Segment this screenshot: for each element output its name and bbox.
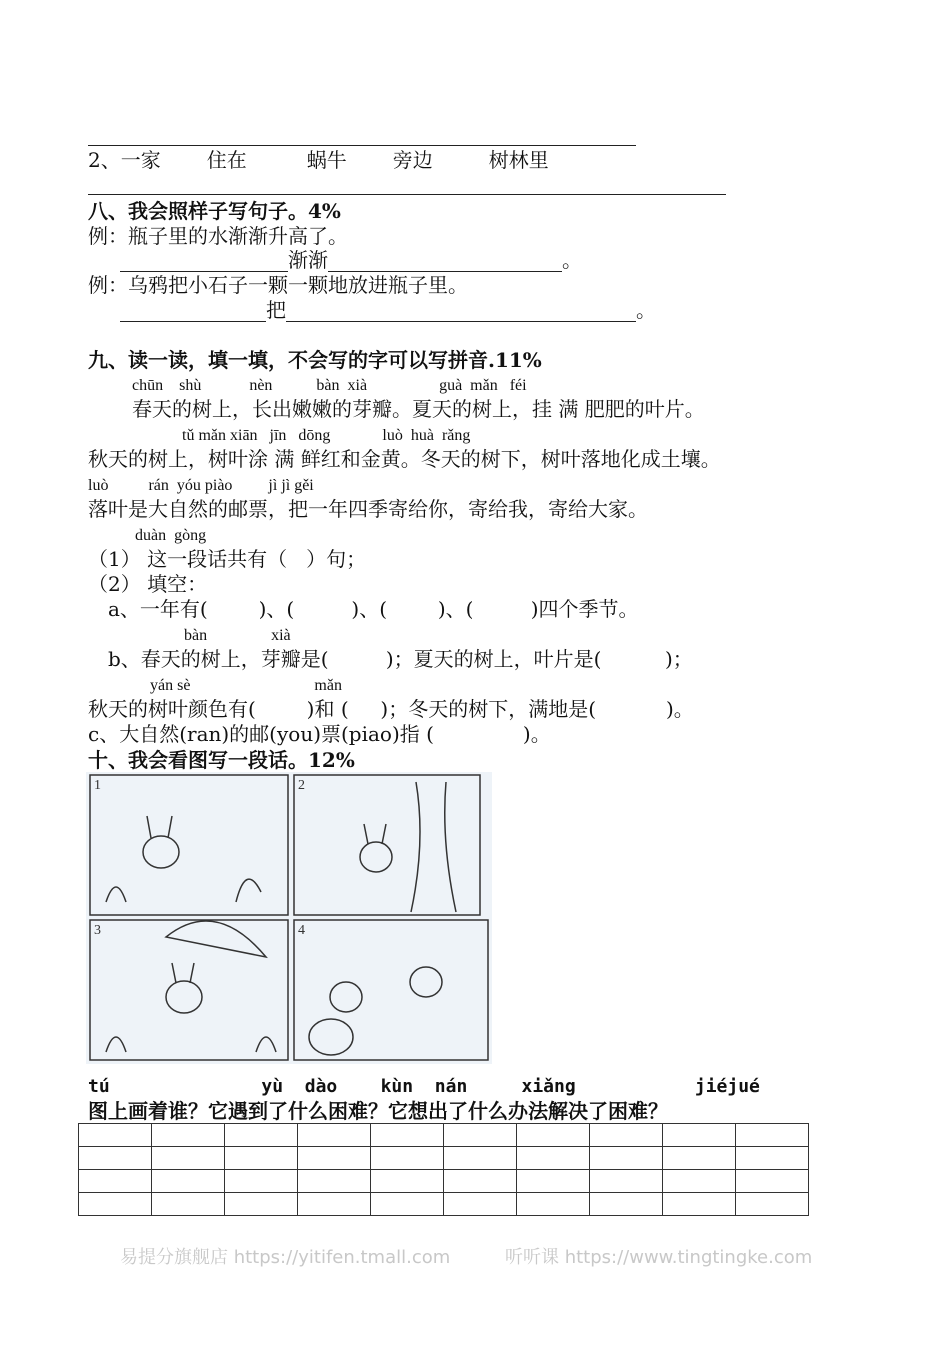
word: 旁边 xyxy=(392,148,433,172)
section-9-heading: 九、读一读，填一填，不会写的字可以写拼音.11% xyxy=(88,348,542,372)
question-c: c、大自然(ran)的邮(you)票(piao)指 ( )。 xyxy=(88,722,551,746)
grid-cell[interactable] xyxy=(152,1147,225,1170)
pinyin-line: tú yù dào kùn nán xiǎng jiéjué xyxy=(88,1076,760,1097)
question-b: b、春天的树上，芽瓣是( )；夏天的树上，叶片是( )； xyxy=(108,647,693,671)
panel-number: 3 xyxy=(94,923,101,938)
grid-cell[interactable] xyxy=(225,1147,298,1170)
pinyin-line: bàn xià xyxy=(184,627,291,644)
section-10-heading: 十、我会看图写一段话。12% xyxy=(88,748,355,772)
grid-cell[interactable] xyxy=(517,1170,590,1193)
grid-cell[interactable] xyxy=(736,1147,809,1170)
grid-cell[interactable] xyxy=(152,1193,225,1216)
grid-cell[interactable] xyxy=(444,1124,517,1147)
grid-cell[interactable] xyxy=(663,1170,736,1193)
grid-cell[interactable] xyxy=(371,1170,444,1193)
pinyin-line: tǔ mǎn xiān jīn dōng luò huà rǎng xyxy=(182,427,471,444)
period: 。 xyxy=(636,298,656,322)
period: 。 xyxy=(562,248,582,272)
grid-cell[interactable] xyxy=(736,1124,809,1147)
grid-cell[interactable] xyxy=(225,1193,298,1216)
grid-cell[interactable] xyxy=(79,1124,152,1147)
grid-cell[interactable] xyxy=(152,1124,225,1147)
watermark-left: 易提分旗舰店 https://yitifen.tmall.com xyxy=(120,1247,451,1268)
grid-cell[interactable] xyxy=(590,1124,663,1147)
writing-grid[interactable] xyxy=(78,1123,809,1216)
grid-cell[interactable] xyxy=(663,1193,736,1216)
passage-line: 春天的树上，长出嫩嫩的芽瓣。夏天的树上，挂 满 肥肥的叶片。 xyxy=(132,397,705,421)
question-b-cont: 秋天的树叶颜色有( )和 ( )；冬天的树下，满地是( )。 xyxy=(88,697,694,721)
grid-cell[interactable] xyxy=(79,1193,152,1216)
grid-cell[interactable] xyxy=(298,1147,371,1170)
passage-line: 落叶是大自然的邮票，把一年四季寄给你，寄给我，寄给大家。 xyxy=(88,497,648,521)
panel-number: 1 xyxy=(94,778,101,793)
grid-cell[interactable] xyxy=(590,1147,663,1170)
grid-cell[interactable] xyxy=(444,1147,517,1170)
grid-cell[interactable] xyxy=(298,1124,371,1147)
grid-cell[interactable] xyxy=(79,1147,152,1170)
key-word: 渐渐 xyxy=(288,248,328,272)
pinyin-line: yán sè mǎn xyxy=(150,677,342,694)
answer-line xyxy=(88,194,726,195)
fill-sentence-2 xyxy=(120,298,656,322)
picture-question: 图上画着谁？它遇到了什么困难？它想出了什么办法解决了困难？ xyxy=(88,1099,668,1123)
grid-cell[interactable] xyxy=(371,1124,444,1147)
grid-cell[interactable] xyxy=(298,1170,371,1193)
grid-cell[interactable] xyxy=(590,1170,663,1193)
example-1: 例：瓶子里的水渐渐升高了。 xyxy=(88,224,348,248)
grid-cell[interactable] xyxy=(152,1170,225,1193)
grid-cell[interactable] xyxy=(371,1147,444,1170)
word: 一家 xyxy=(120,148,161,172)
grid-cell[interactable] xyxy=(444,1193,517,1216)
comic-picture xyxy=(86,772,492,1064)
grid-cell[interactable] xyxy=(225,1124,298,1147)
grid-cell[interactable] xyxy=(444,1170,517,1193)
grid-cell[interactable] xyxy=(736,1193,809,1216)
grid-cell[interactable] xyxy=(298,1193,371,1216)
grid-cell[interactable] xyxy=(663,1147,736,1170)
key-word: 把 xyxy=(266,298,286,322)
q7-item2 xyxy=(88,148,549,172)
grid-row xyxy=(79,1147,809,1170)
word: 树林里 xyxy=(488,148,549,172)
example-2: 例：乌鸦把小石子一颗一颗地放进瓶子里。 xyxy=(88,273,468,297)
panel-number: 4 xyxy=(298,923,305,938)
grid-cell[interactable] xyxy=(225,1170,298,1193)
answer-line xyxy=(88,145,636,146)
item-number: 2、 xyxy=(88,148,121,172)
pinyin-line: duàn gòng xyxy=(135,527,207,544)
section-8-heading: 八、我会照样子写句子。4% xyxy=(88,199,341,223)
grid-row xyxy=(79,1170,809,1193)
grid-cell[interactable] xyxy=(79,1170,152,1193)
grid-cell[interactable] xyxy=(517,1147,590,1170)
passage-line: 秋天的树上，树叶涂 满 鲜红和金黄。冬天的树下，树叶落地化成土壤。 xyxy=(88,447,721,471)
grid-row xyxy=(79,1193,809,1216)
pinyin-line: luò rán yóu piào jì jì gěi xyxy=(88,477,314,494)
grid-cell[interactable] xyxy=(517,1124,590,1147)
grid-cell[interactable] xyxy=(663,1124,736,1147)
question-1: （1） 这一段话共有（ ）句； xyxy=(88,547,367,571)
grid-row xyxy=(79,1124,809,1147)
fill-sentence-1 xyxy=(120,248,582,272)
grid-cell[interactable] xyxy=(371,1193,444,1216)
panel-number: 2 xyxy=(298,778,305,793)
grid-cell[interactable] xyxy=(590,1193,663,1216)
grid-cell[interactable] xyxy=(736,1170,809,1193)
question-a: a、一年有( )、( )、( )、( )四个季节。 xyxy=(108,597,639,621)
grid-cell[interactable] xyxy=(517,1193,590,1216)
word: 蜗牛 xyxy=(306,148,347,172)
watermark-right: 听听课 https://www.tingtingke.com xyxy=(505,1247,813,1268)
pinyin-line: chūn shù nèn bàn xià guà mǎn féi xyxy=(132,377,527,394)
word: 住在 xyxy=(206,148,247,172)
question-2: （2） 填空： xyxy=(88,572,208,596)
